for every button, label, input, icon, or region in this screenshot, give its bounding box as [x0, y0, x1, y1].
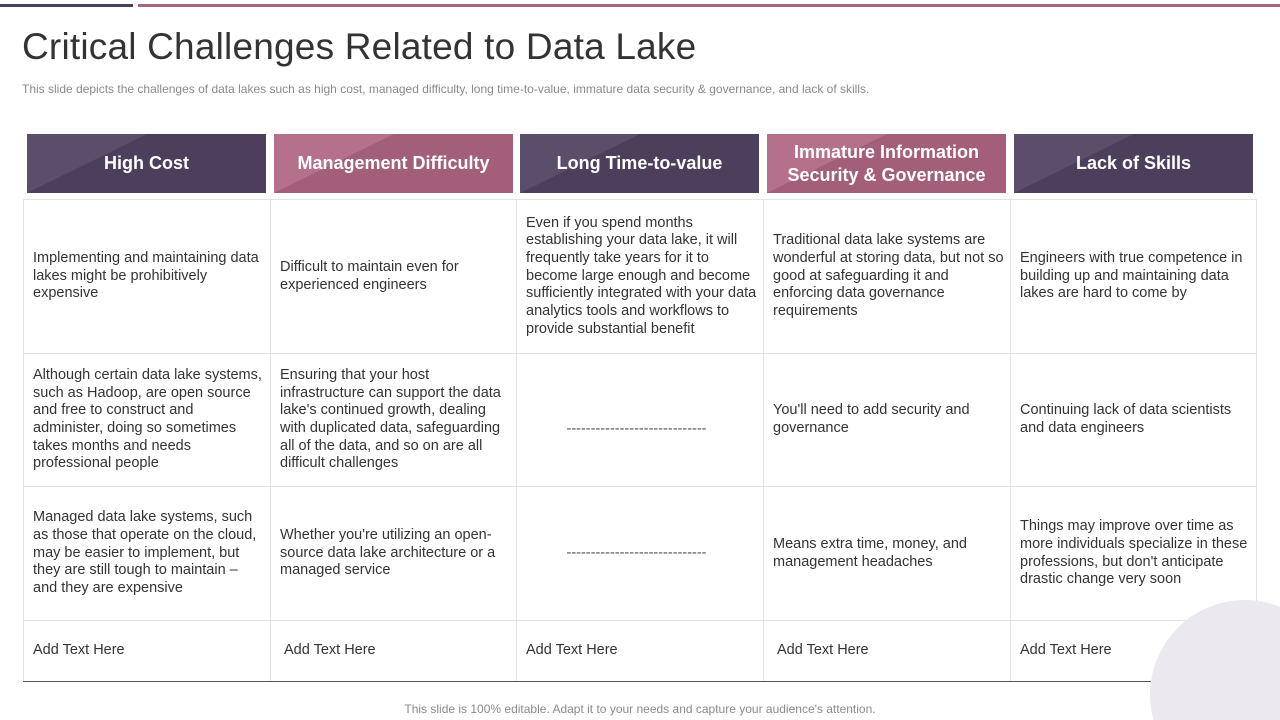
- header-high-cost: [27, 134, 266, 193]
- table-cell-add-text[interactable]: Add Text Here: [1020, 642, 1112, 659]
- table-cell-add-text[interactable]: Add Text Here: [526, 642, 618, 659]
- table-cell: Engineers with true competence in building up and maintaining data lakes are hard to come by: [1020, 249, 1243, 302]
- table-cell-placeholder: -----------------------------: [566, 544, 707, 561]
- table-cell: Managed data lake systems, such as those that operate on the cloud, may be easier to implement, but they are still tough to maintain – and they are expensive: [33, 509, 257, 597]
- table-cell: Difficult to maintain even for experienced engineers: [280, 258, 459, 293]
- top-accent-bar-right: [138, 4, 1280, 7]
- header-label: Long Time-to-value: [556, 153, 723, 173]
- header-label: Management Difficulty: [297, 153, 490, 173]
- table-cell: Ensuring that your host infrastructure can support the data lake's continued growth, dealing with duplicated data, safeguarding all of the data, and so on are all difficult challenges: [280, 366, 501, 472]
- table-cell: You'll need to add security and governance: [773, 402, 970, 436]
- table-bottom-line: [23, 681, 1257, 682]
- table-cell: Whether you're utilizing an open-source data lake architecture or a managed service: [280, 526, 496, 579]
- table-cell: Even if you spend months establishing your data lake, it will frequently take years for it to become large enough and become sufficiently integrated with your data analytics tools and workflows to provide substantial benefit: [526, 214, 757, 337]
- slide-footer: This slide is 100% editable. Adapt it to your needs and capture your audience's attention.: [404, 702, 876, 716]
- table-cell: Traditional data lake systems are wonderful at storing data, but not so good at safeguarding it and enforcing data governance requirements: [773, 232, 1004, 320]
- header-label: High Cost: [104, 153, 189, 173]
- table-cell-add-text[interactable]: Add Text Here: [777, 642, 869, 659]
- slide-subtitle: This slide depicts the challenges of data lakes such as high cost, managed difficulty, long time-to-value, immature data security & governance, and lack of skills.: [22, 82, 870, 96]
- slide-title: Critical Challenges Related to Data Lake: [22, 26, 697, 67]
- table-cell: Continuing lack of data scientists and data engineers: [1020, 402, 1232, 436]
- header-long-time-to-value: [520, 134, 759, 193]
- table-cell: Implementing and maintaining data lakes might be prohibitively expensive: [33, 249, 259, 302]
- table-cell: Means extra time, money, and management headaches: [773, 535, 967, 570]
- header-label: Immature Information Security & Governance: [787, 141, 986, 185]
- header-management-difficulty: [274, 134, 513, 193]
- table-cell-add-text[interactable]: Add Text Here: [33, 642, 125, 659]
- top-accent-bar-left: [0, 4, 133, 7]
- table-cell: Although certain data lake systems, such as Hadoop, are open source and free to construct and administer, doing so sometimes takes months and needs professional people: [33, 366, 262, 472]
- table-cell-add-text[interactable]: Add Text Here: [284, 642, 376, 659]
- header-label: Lack of Skills: [1075, 153, 1192, 173]
- header-immature-security: [767, 134, 1006, 193]
- table-cell-placeholder: -----------------------------: [566, 421, 707, 438]
- header-lack-of-skills: [1014, 134, 1253, 193]
- table-cell: Things may improve over time as more individuals specialize in these professions, but don't anticipate drastic change very soon: [1020, 518, 1248, 588]
